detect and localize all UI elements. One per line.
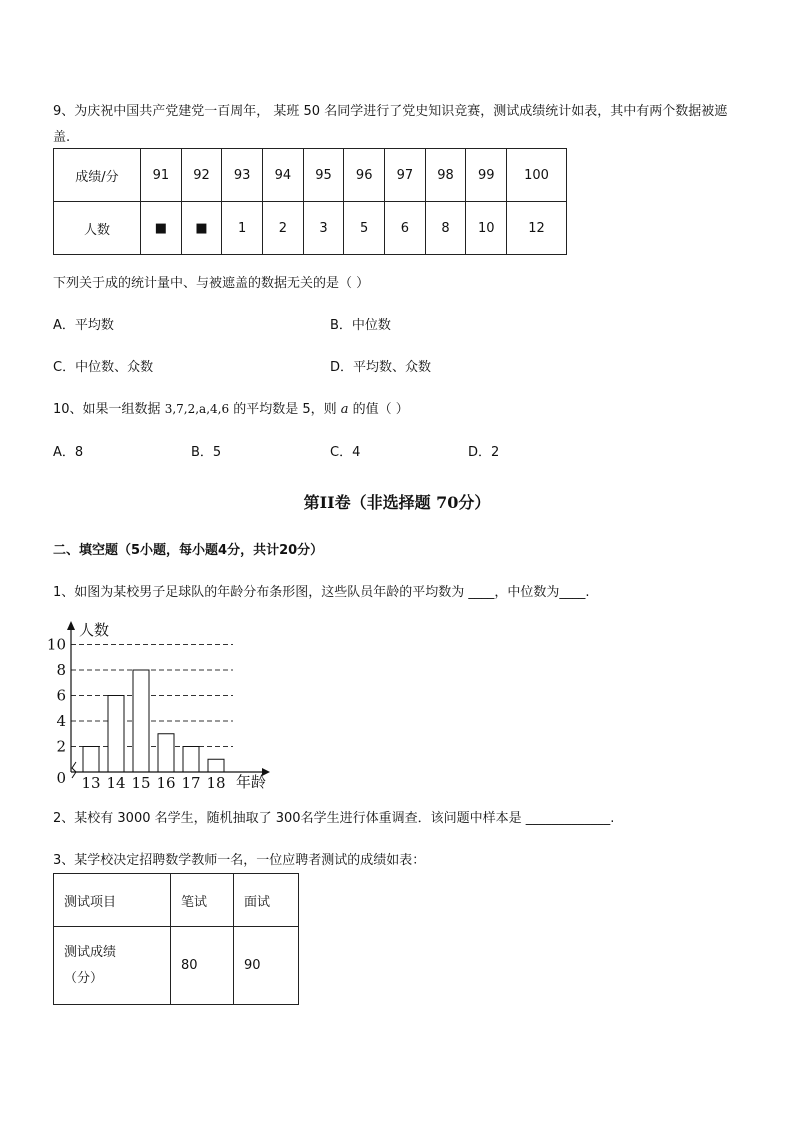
test-item-header: 测试项目 bbox=[54, 874, 171, 927]
q10-middle: 的平均数是 5，则 bbox=[229, 402, 341, 417]
question-9-text: 9、为庆祝中国共产党建党一百周年， 某班 50 名同学进行了党史知识竞赛，测试成绩统计如表，其中有两个数据被遮盖. bbox=[53, 104, 728, 145]
count-cell: 2 bbox=[263, 202, 304, 255]
score-cell: 94 bbox=[263, 149, 304, 202]
x-tick-label: 14 bbox=[106, 774, 126, 792]
q10-prefix: 10、如果一组数据 bbox=[53, 402, 165, 417]
count-header: 人数 bbox=[54, 202, 141, 255]
q10-option-a[interactable]: A．8 bbox=[53, 445, 84, 460]
y-axis-arrow bbox=[67, 621, 75, 630]
q10-var: a bbox=[340, 402, 349, 417]
q10-option-b[interactable]: B．5 bbox=[191, 445, 222, 460]
q9-option-c[interactable]: C．中位数、众数 bbox=[53, 360, 154, 375]
score-header: 成绩/分 bbox=[54, 149, 141, 202]
bar bbox=[183, 747, 199, 773]
x-tick-label: 16 bbox=[156, 774, 176, 792]
chart-grid bbox=[71, 645, 233, 747]
y-tick-label: 8 bbox=[56, 661, 66, 679]
section-subtitle: 二、填空题（5小题，每小题4分，共计20分） bbox=[53, 543, 324, 558]
score-cell: 91 bbox=[141, 149, 182, 202]
fill-3-text: 3、某学校决定招聘数学教师一名，一位应聘者测试的成绩如表： bbox=[53, 853, 426, 868]
question-9-prompt: 下列关于成的统计量中、与被遮盖的数据无关的是（ ） bbox=[53, 276, 370, 291]
fill-1-text: 1、如图为某校男子足球队的年龄分布条形图，这些队员年龄的平均数为 ____，中位数为____. bbox=[53, 585, 590, 600]
count-cell: 3 bbox=[303, 202, 344, 255]
score-cell: 96 bbox=[344, 149, 385, 202]
score-cell: 99 bbox=[466, 149, 507, 202]
score-cell: 92 bbox=[181, 149, 222, 202]
q9-option-b[interactable]: B．中位数 bbox=[330, 318, 391, 333]
q10-suffix: 的值（ ） bbox=[348, 402, 409, 417]
score-cell: 100 bbox=[507, 149, 567, 202]
x-tick-label: 13 bbox=[81, 774, 101, 792]
x-tick-label: 15 bbox=[131, 774, 151, 792]
x-axis-label: 年龄 bbox=[236, 773, 267, 791]
q10-option-d[interactable]: D．2 bbox=[468, 445, 500, 460]
x-tick-label: 18 bbox=[206, 774, 226, 792]
y-tick-label: 6 bbox=[56, 686, 66, 705]
axis-break-mark bbox=[72, 762, 76, 778]
bar bbox=[108, 696, 124, 773]
y-tick-label: 4 bbox=[56, 712, 66, 730]
count-cell: 1 bbox=[222, 202, 263, 255]
q10-option-c[interactable]: C．4 bbox=[330, 445, 361, 460]
score-cell: 93 bbox=[222, 149, 263, 202]
test-score-label-line2: （分） bbox=[64, 970, 104, 986]
count-cell: 8 bbox=[425, 202, 466, 255]
count-cell: 5 bbox=[344, 202, 385, 255]
score-cell: 95 bbox=[303, 149, 344, 202]
count-cell: 10 bbox=[466, 202, 507, 255]
test-score-table bbox=[53, 873, 299, 1005]
q9-option-d[interactable]: D．平均数、众数 bbox=[330, 360, 432, 375]
y-axis-label: 人数 bbox=[79, 621, 110, 639]
bar bbox=[208, 759, 224, 772]
q10-data: 3,7,2,a,4,6 bbox=[164, 402, 230, 416]
y-tick-label: 2 bbox=[56, 737, 66, 756]
written-header: 笔试 bbox=[171, 874, 234, 927]
bar bbox=[133, 670, 149, 772]
count-cell-masked: ■ bbox=[181, 202, 222, 255]
test-header-row bbox=[54, 874, 299, 927]
score-cell: 98 bbox=[425, 149, 466, 202]
y-tick-label: 10 bbox=[46, 635, 66, 654]
interview-score: 90 bbox=[234, 927, 299, 1005]
count-cell-masked: ■ bbox=[141, 202, 182, 255]
interview-header: 面试 bbox=[234, 874, 299, 927]
q9-option-a[interactable]: A．平均数 bbox=[53, 318, 114, 333]
bar bbox=[83, 747, 99, 773]
section-title: 第II卷（非选择题 70分） bbox=[303, 493, 491, 512]
test-score-label bbox=[54, 927, 171, 1005]
y-tick-label: 0 bbox=[56, 769, 66, 787]
count-cell: 12 bbox=[507, 202, 567, 255]
fill-2-text: 2、某校有 3000 名学生，随机抽取了 300名学生进行体重调查．该问题中样本是 _____________. bbox=[53, 811, 615, 826]
written-score: 80 bbox=[171, 927, 234, 1005]
count-cell: 6 bbox=[385, 202, 426, 255]
test-score-row bbox=[54, 927, 299, 1005]
x-tick-label: 17 bbox=[181, 774, 201, 792]
bar bbox=[158, 734, 174, 772]
score-cell: 97 bbox=[385, 149, 426, 202]
test-score-label-line1: 测试成绩 bbox=[64, 944, 117, 960]
